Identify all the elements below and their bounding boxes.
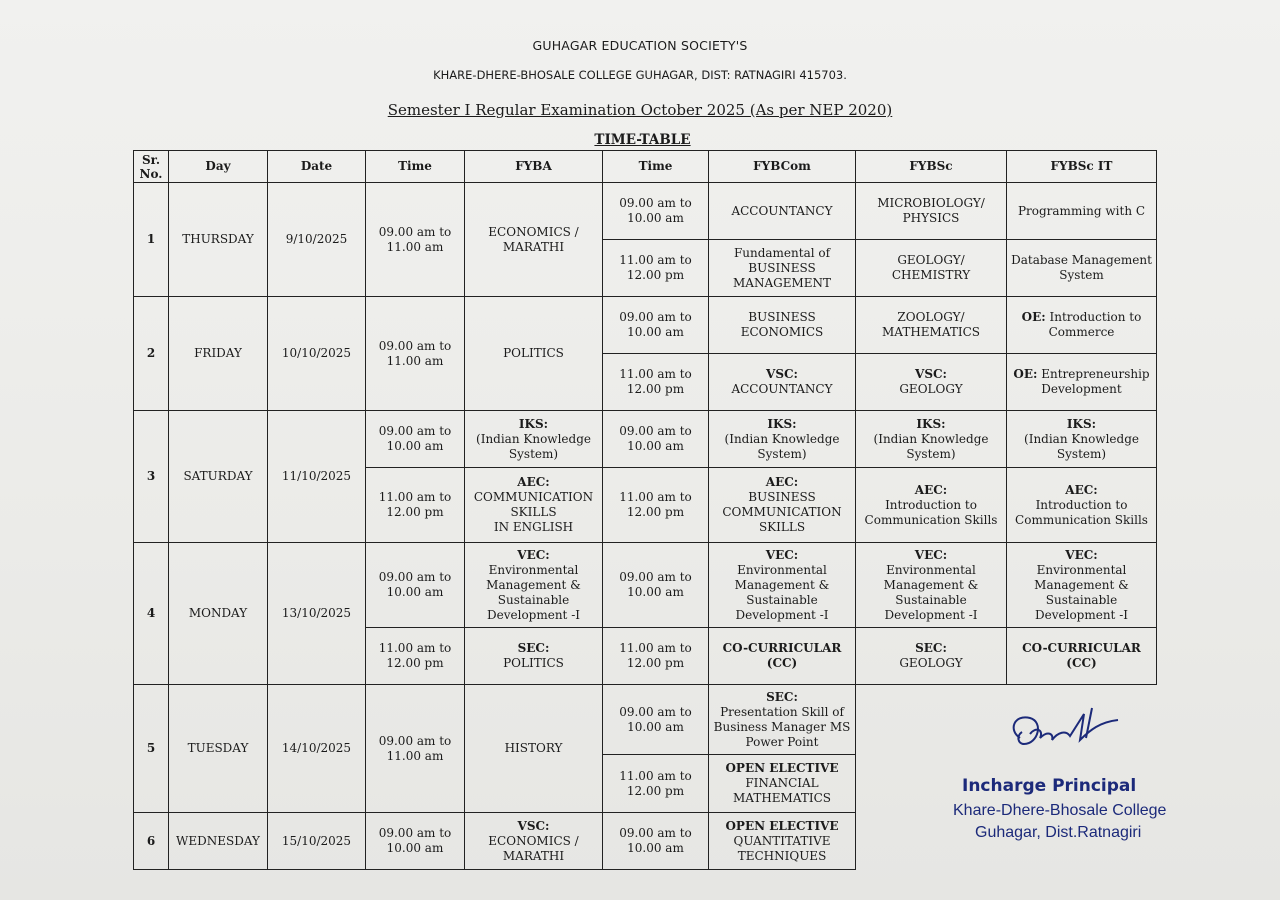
table-row	[134, 297, 1157, 354]
subject-code: AEC:	[765, 475, 799, 489]
subject-code: AEC:	[517, 475, 550, 489]
date-cell: 9/10/2025	[268, 183, 366, 297]
time-cell: 09.00 am to 10.00 am	[603, 297, 709, 354]
fyba-cell	[465, 628, 603, 685]
date-cell: 15/10/2025	[268, 813, 366, 870]
fyba-cell	[465, 411, 603, 468]
time-cell: 09.00 am to 11.00 am	[366, 685, 465, 813]
time-cell: 09.00 am to 10.00 am	[603, 685, 709, 755]
sr-cell: 2	[134, 297, 169, 411]
time-cell: 11.00 am to 12.00 pm	[603, 628, 709, 685]
subject-name: GEOLOGY	[899, 382, 963, 396]
subject-name: Environmental Management & Sustainable Development -I	[486, 562, 581, 622]
col-fyba: FYBA	[465, 151, 603, 183]
fybsc-cell: GEOLOGY/ CHEMISTRY	[856, 240, 1007, 297]
fybscit-cell	[1007, 354, 1157, 411]
date-cell: 14/10/2025	[268, 685, 366, 813]
subject-code: IKS:	[1066, 416, 1097, 431]
subject-name: COMMUNICATION SKILLS IN ENGLISH	[473, 490, 594, 534]
col-time-1: Time	[366, 151, 465, 183]
society-name: GUHAGAR EDUCATION SOCIETY'S	[532, 38, 748, 53]
time-cell: 11.00 am to 12.00 pm	[603, 354, 709, 411]
fyba-cell	[465, 813, 603, 870]
subject-code: AEC:	[914, 482, 948, 497]
header-row	[134, 151, 1157, 183]
subject-code: SEC:	[517, 641, 550, 655]
fyba-cell: ECONOMICS / MARATHI	[465, 183, 603, 297]
time-cell: 11.00 am to 12.00 pm	[603, 468, 709, 543]
fybsc-cell: ZOOLOGY/ MATHEMATICS	[856, 297, 1007, 354]
subject-name: QUANTITATIVE TECHNIQUES	[733, 833, 831, 863]
subject-name: GEOLOGY	[899, 656, 963, 670]
signatory-place: Guhagar, Dist.Ratnagiri	[975, 824, 1142, 841]
subject-code: VEC:	[765, 547, 799, 562]
subject-name: ECONOMICS / MARATHI	[488, 833, 579, 863]
fybcom-cell: Fundamental of BUSINESS MANAGEMENT	[709, 240, 856, 297]
fybcom-cell	[709, 354, 856, 411]
sr-cell: 3	[134, 411, 169, 543]
day-cell: WEDNESDAY	[169, 813, 268, 870]
timetable-heading: TIME-TABLE	[594, 132, 691, 148]
sr-cell: 1	[134, 183, 169, 297]
subject-name: Presentation Skill of Business Manager MS Power Point	[713, 704, 851, 749]
subject-name: (Indian Knowledge System)	[1024, 431, 1139, 461]
subject-code: IKS:	[518, 416, 549, 431]
subject-name: Environmental Management & Sustainable Development -I	[883, 562, 979, 622]
col-fybscit: FYBSc IT	[1007, 151, 1157, 183]
subject-name: Environmental Management & Sustainable Development -I	[734, 562, 830, 622]
signatory-college: Khare-Dhere-Bhosale College	[953, 802, 1167, 819]
subject-code: VEC:	[1065, 547, 1098, 562]
subject-code: SEC:	[915, 641, 947, 655]
subject-name: FINANCIAL MATHEMATICS	[733, 776, 831, 805]
time-cell: 09.00 am to 11.00 am	[366, 297, 465, 411]
col-fybcom: FYBCom	[709, 151, 856, 183]
subject-name: POLITICS	[503, 656, 564, 670]
day-cell: THURSDAY	[169, 183, 268, 297]
signature-mark	[1000, 700, 1130, 760]
college-address: KHARE-DHERE-BHOSALE COLLEGE GUHAGAR, DIST: RATNAGIRI 415703.	[433, 68, 847, 82]
time-cell: 09.00 am to 10.00 am	[366, 411, 465, 468]
fybscit-cell: Database Management System	[1007, 240, 1157, 297]
day-cell: FRIDAY	[169, 297, 268, 411]
fybscit-cell: Programming with C	[1007, 183, 1157, 240]
col-date: Date	[268, 151, 366, 183]
table-row	[134, 543, 1157, 628]
subject-name: Environmental Management & Sustainable Development -I	[1034, 562, 1129, 622]
subject-code: OPEN ELECTIVE	[725, 818, 839, 833]
fybcom-cell	[709, 685, 856, 755]
subject-name: (Indian Knowledge System)	[476, 431, 591, 461]
subject-name: Introduction to Communication Skills	[1015, 497, 1148, 527]
time-cell: 09.00 am to 10.00 am	[366, 813, 465, 870]
fybcom-cell: ACCOUNTANCY	[709, 183, 856, 240]
subject-name: (Indian Knowledge System)	[724, 431, 840, 461]
subject-code: OE:	[1013, 367, 1038, 381]
time-cell: 09.00 am to 10.00 am	[603, 813, 709, 870]
col-sr: Sr. No.	[134, 151, 169, 183]
subject-name: (Indian Knowledge System)	[873, 431, 989, 461]
fyba-cell: POLITICS	[465, 297, 603, 411]
signatory-title: Incharge Principal	[962, 776, 1137, 796]
col-fybsc: FYBSc	[856, 151, 1007, 183]
fybsc-cell: MICROBIOLOGY/ PHYSICS	[856, 183, 1007, 240]
fyba-cell	[465, 468, 603, 543]
subject-code: SEC:	[766, 689, 798, 704]
subject-name: Entrepreneurship Development	[1041, 367, 1150, 396]
fybsc-cell	[856, 411, 1007, 468]
subject-code: VEC:	[914, 547, 948, 562]
subject-code: VSC:	[766, 367, 798, 381]
fybsc-cell	[856, 543, 1007, 628]
table-row	[134, 411, 1157, 468]
date-cell: 10/10/2025	[268, 297, 366, 411]
timetable	[133, 150, 1157, 870]
subject-name: Introduction to Communication Skills	[864, 497, 998, 527]
subject-code: VEC:	[517, 547, 550, 562]
exam-title: Semester I Regular Examination October 2025 (As per NEP 2020)	[387, 101, 893, 119]
sr-cell: 4	[134, 543, 169, 685]
time-cell: 09.00 am to 10.00 am	[603, 183, 709, 240]
subject-name: BUSINESS COMMUNICATION SKILLS	[722, 490, 842, 534]
subject-code: IKS:	[767, 416, 797, 431]
subject-code: IKS:	[916, 416, 946, 431]
table-row	[134, 183, 1157, 240]
time-cell: 11.00 am to 12.00 pm	[366, 468, 465, 543]
fybsc-cell	[856, 628, 1007, 685]
subject-code: AEC:	[1065, 482, 1098, 497]
fybsc-cell	[856, 354, 1007, 411]
subject-name: ACCOUNTANCY	[731, 382, 833, 396]
fybcom-cell: CO-CURRICULAR (CC)	[709, 628, 856, 685]
subject-code: VSC:	[517, 818, 550, 833]
time-cell: 11.00 am to 12.00 pm	[603, 240, 709, 297]
fybscit-cell	[1007, 468, 1157, 543]
fybcom-cell	[709, 813, 856, 870]
day-cell: SATURDAY	[169, 411, 268, 543]
subject-code: OE:	[1021, 310, 1046, 324]
subject-code: OPEN ELECTIVE	[725, 761, 839, 775]
fybcom-cell	[709, 755, 856, 813]
fybcom-cell	[709, 543, 856, 628]
time-cell: 11.00 am to 12.00 pm	[603, 755, 709, 813]
day-cell: TUESDAY	[169, 685, 268, 813]
time-cell: 11.00 am to 12.00 pm	[366, 628, 465, 685]
sr-cell: 6	[134, 813, 169, 870]
time-cell: 09.00 am to 10.00 am	[603, 411, 709, 468]
fybscit-cell	[1007, 297, 1157, 354]
time-cell: 09.00 am to 10.00 am	[366, 543, 465, 628]
fybscit-cell: CO-CURRICULAR (CC)	[1007, 628, 1157, 685]
fybcom-cell	[709, 468, 856, 543]
fyba-cell: HISTORY	[465, 685, 603, 813]
col-day: Day	[169, 151, 268, 183]
fybcom-cell	[709, 411, 856, 468]
date-cell: 11/10/2025	[268, 411, 366, 543]
subject-name: Introduction to Commerce	[1048, 310, 1142, 339]
sr-cell: 5	[134, 685, 169, 813]
subject-code: VSC:	[915, 367, 947, 381]
fybscit-cell	[1007, 411, 1157, 468]
col-time-2: Time	[603, 151, 709, 183]
fybsc-cell	[856, 468, 1007, 543]
fyba-cell	[465, 543, 603, 628]
date-cell: 13/10/2025	[268, 543, 366, 685]
fybcom-cell: BUSINESS ECONOMICS	[709, 297, 856, 354]
fybscit-cell	[1007, 543, 1157, 628]
time-cell: 09.00 am to 11.00 am	[366, 183, 465, 297]
time-cell: 09.00 am to 10.00 am	[603, 543, 709, 628]
day-cell: MONDAY	[169, 543, 268, 685]
